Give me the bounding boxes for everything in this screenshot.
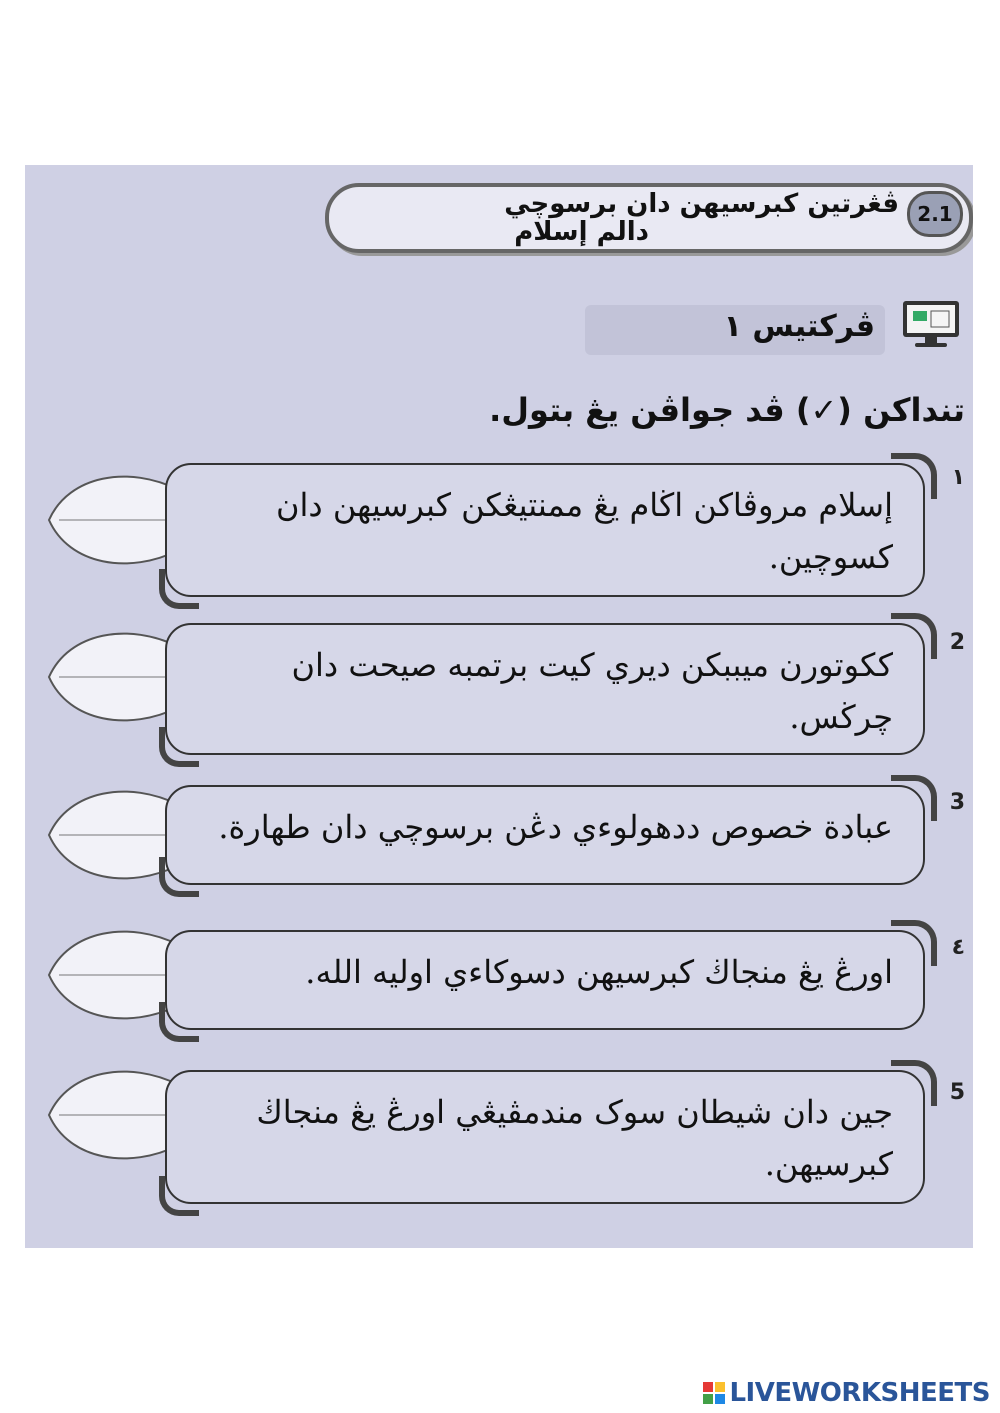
brand-logo-icon bbox=[703, 1382, 725, 1404]
practice-label-text: ڤركتيس ١ bbox=[723, 309, 875, 344]
statement-box-5 bbox=[165, 1070, 925, 1204]
statement-corner-tab bbox=[159, 727, 199, 767]
item-number-5: 5 bbox=[949, 1080, 965, 1105]
statement-corner-tab bbox=[891, 453, 937, 499]
statement-box-3 bbox=[165, 785, 925, 885]
statement-box-1 bbox=[165, 463, 925, 597]
practice-label bbox=[585, 305, 885, 355]
liveworksheets-brand bbox=[703, 1378, 990, 1408]
statement-corner-tab bbox=[159, 1002, 199, 1042]
statement-text-3: عبادة خصوص ددهولوءي دڠن برسوچي دان طهارة. bbox=[218, 808, 893, 846]
statement-corner-tab bbox=[159, 1176, 199, 1216]
statement-box-4 bbox=[165, 930, 925, 1030]
item-number-3: 3 bbox=[949, 790, 965, 815]
statement-box-2 bbox=[165, 623, 925, 755]
statement-text-2: ككوتورن ميببكن ديري كيت برتمبه صيحت دان چرڬس. bbox=[291, 646, 893, 736]
worksheet-page bbox=[25, 165, 973, 1248]
item-number-1: ١ bbox=[951, 465, 965, 490]
item-number-2: 2 bbox=[949, 630, 965, 655]
statement-corner-tab bbox=[891, 920, 937, 966]
section-title-line1: ڤڠرتين كبرسيهن دان برسوچي bbox=[504, 189, 899, 219]
item-number-4: ٤ bbox=[951, 935, 965, 960]
brand-name: LIVEWORKSHEETS bbox=[729, 1378, 990, 1408]
statement-corner-tab bbox=[891, 775, 937, 821]
statement-corner-tab bbox=[891, 613, 937, 659]
section-number-badge: 2.1 bbox=[907, 191, 963, 237]
statement-corner-tab bbox=[159, 857, 199, 897]
statement-text-1: إسلام مروڤاكن اڬام يڠ ممنتيڠكن كبرسيهن دان كسوچين. bbox=[276, 486, 893, 576]
section-title bbox=[325, 183, 973, 253]
statement-text-5: جين دان شيطان سوک مندمڤيڠي اورڠ يڠ منجاڬ كبرسيهن. bbox=[256, 1093, 893, 1183]
statement-corner-tab bbox=[159, 569, 199, 609]
section-title-line2: دالم إسلام bbox=[514, 217, 649, 247]
instruction-text: تنداكن (✓) ڤد جواڤن يڠ بتول. bbox=[489, 391, 965, 429]
statement-corner-tab bbox=[891, 1060, 937, 1106]
computer-monitor-icon bbox=[899, 297, 963, 351]
statement-text-4: اورڠ يڠ منجاڬ كبرسيهن دسوكاءي اوليه الله. bbox=[305, 953, 893, 991]
